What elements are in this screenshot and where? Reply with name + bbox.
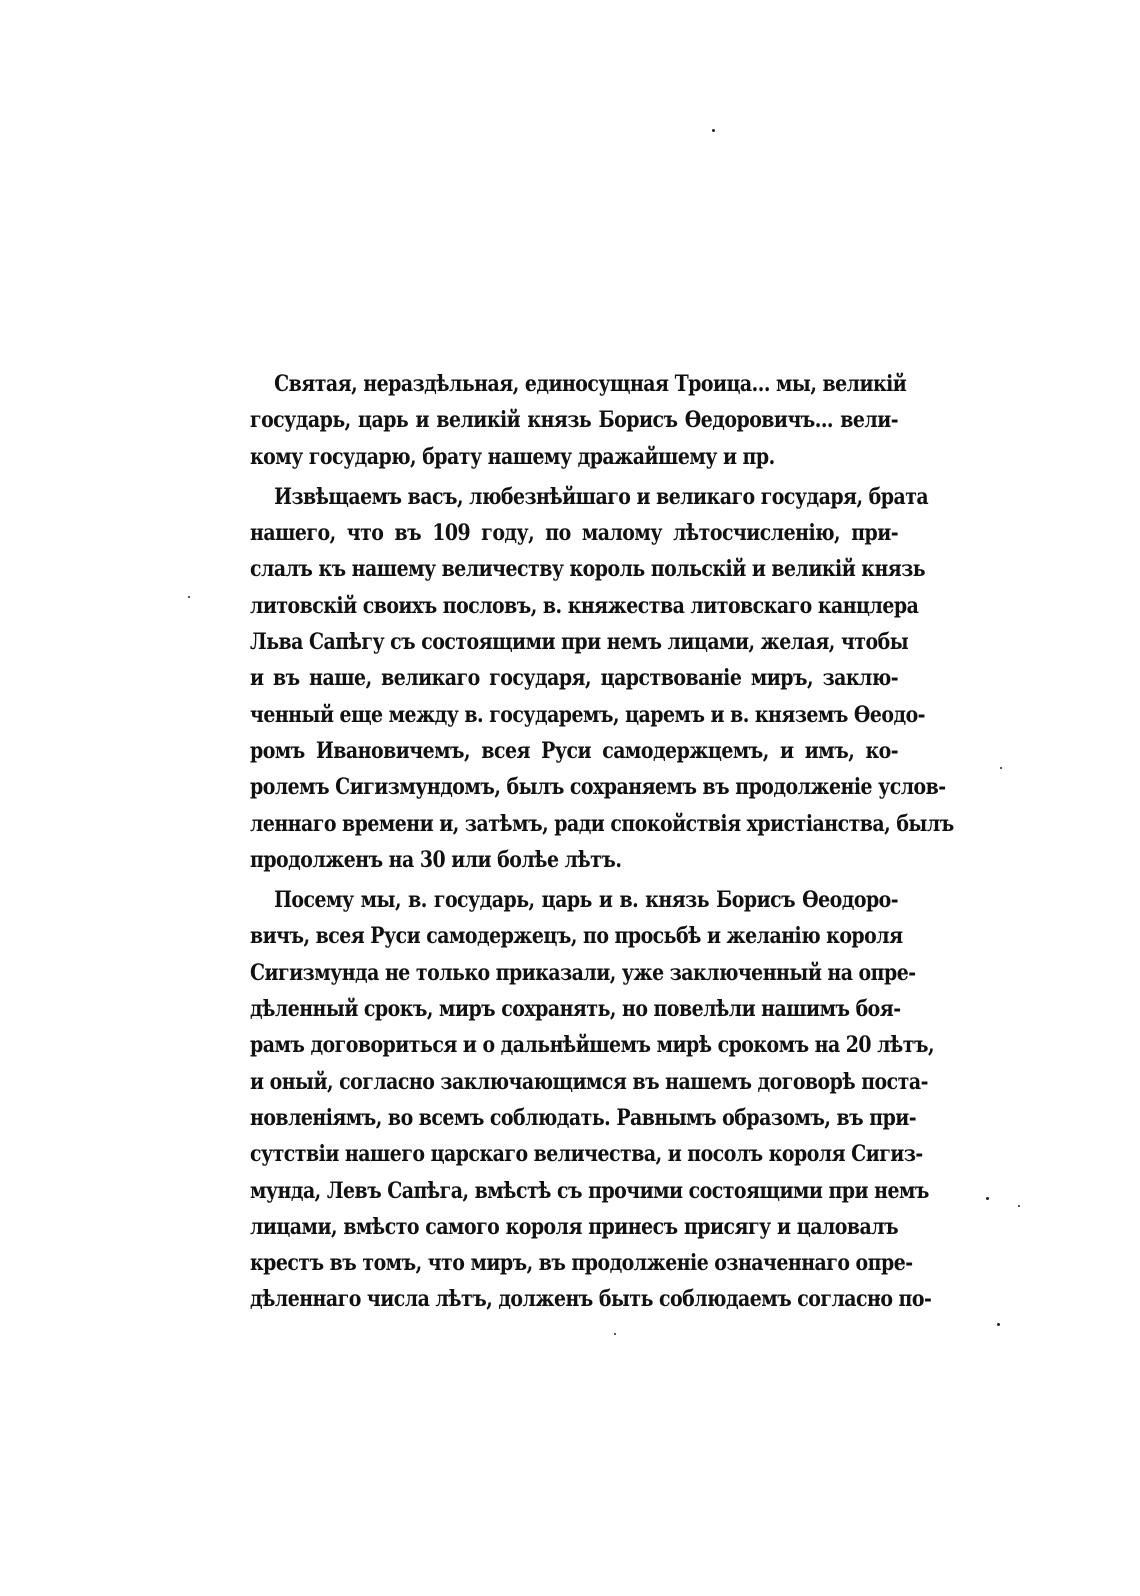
paragraph-3: [250, 882, 935, 1318]
scan-speck: [1018, 1205, 1020, 1207]
text-line: дѣленный срокъ, миръ сохранять, но повелѣли нашимъ боя-: [250, 996, 901, 1023]
text-line: Сигизмунда не только приказали, уже заключенный на опре-: [250, 959, 916, 986]
text-line: и въ наше, великаго государя, царствованіе миръ, заклю-: [250, 665, 899, 692]
body-text: [250, 366, 954, 1318]
text-line: мунда, Левъ Сапѣга, вмѣстѣ съ прочими состоящими при немъ: [250, 1177, 929, 1204]
text-line: Посему мы, в. государь, царь и в. князь Борисъ Ѳеодоро-: [274, 887, 899, 914]
text-line: и оный, согласно заключающимся въ нашемъ договорѣ поста-: [250, 1068, 928, 1095]
text-line: вичъ, всея Руси самодержецъ, по просьбѣ и желанію короля: [250, 923, 903, 950]
text-line: литовскій своихъ пословъ, в. княжества литовскаго канцлера: [250, 592, 919, 619]
text-line: слалъ къ нашему величеству король польскій и великій князь: [250, 556, 926, 583]
text-line: лицами, вмѣсто самого короля принесъ присягу и цаловалъ: [250, 1213, 899, 1240]
scan-speck: [614, 1333, 616, 1335]
text-line: Льва Сапѣгу съ состоящими при немъ лицами, желая, чтобы: [250, 629, 909, 656]
scan-speck: [188, 596, 190, 598]
scan-speck: [997, 1323, 1000, 1326]
text-line: ромъ Ивановичемъ, всея Руси самодержцемъ, и имъ, ко-: [250, 737, 899, 764]
text-line: дѣленнаго числа лѣтъ, долженъ быть соблюдаемъ согласно по-: [250, 1286, 932, 1313]
text-line: леннаго времени и, затѣмъ, ради спокойствія христіанства, былъ: [250, 810, 954, 837]
paragraph-1: [250, 366, 907, 475]
text-line: новленіямъ, во всемъ соблюдать. Равнымъ образомъ, въ при-: [250, 1104, 917, 1131]
scan-speck: [712, 129, 715, 132]
text-line: нашего, что въ 109 году, по малому лѣтосчисленію, при-: [250, 520, 899, 547]
text-line: ченный еще между в. государемъ, царемъ и в. княземъ Ѳеодо-: [250, 701, 926, 728]
text-line: крестъ въ томъ, что миръ, въ продолженіе означеннаго опре-: [250, 1250, 913, 1277]
text-line: рамъ договориться и о дальнѣйшемъ мирѣ срокомъ на 20 лѣтъ,: [250, 1032, 935, 1059]
text-line: Извѣщаемъ васъ, любезнѣйшаго и великаго государя, брата: [274, 483, 929, 510]
scan-speck: [986, 1197, 989, 1200]
text-line: сутствіи нашего царскаго величества, и посолъ короля Сигиз-: [250, 1141, 923, 1168]
paragraph-2: [250, 479, 954, 878]
text-line: Святая, нераздѣльная, единосущная Троица... мы, великій: [274, 371, 907, 397]
text-line: ролемъ Сигизмундомъ, былъ сохраняемъ въ продолженіе услов-: [250, 774, 946, 801]
text-line: продолженъ на 30 или болѣе лѣтъ.: [250, 846, 622, 873]
scan-speck: [1000, 767, 1002, 769]
text-line: кому государю, брату нашему дражайшему и пр.: [250, 443, 775, 470]
text-line: государь, царь и великій князь Борисъ Ѳедоровичъ... вели-: [250, 407, 899, 434]
